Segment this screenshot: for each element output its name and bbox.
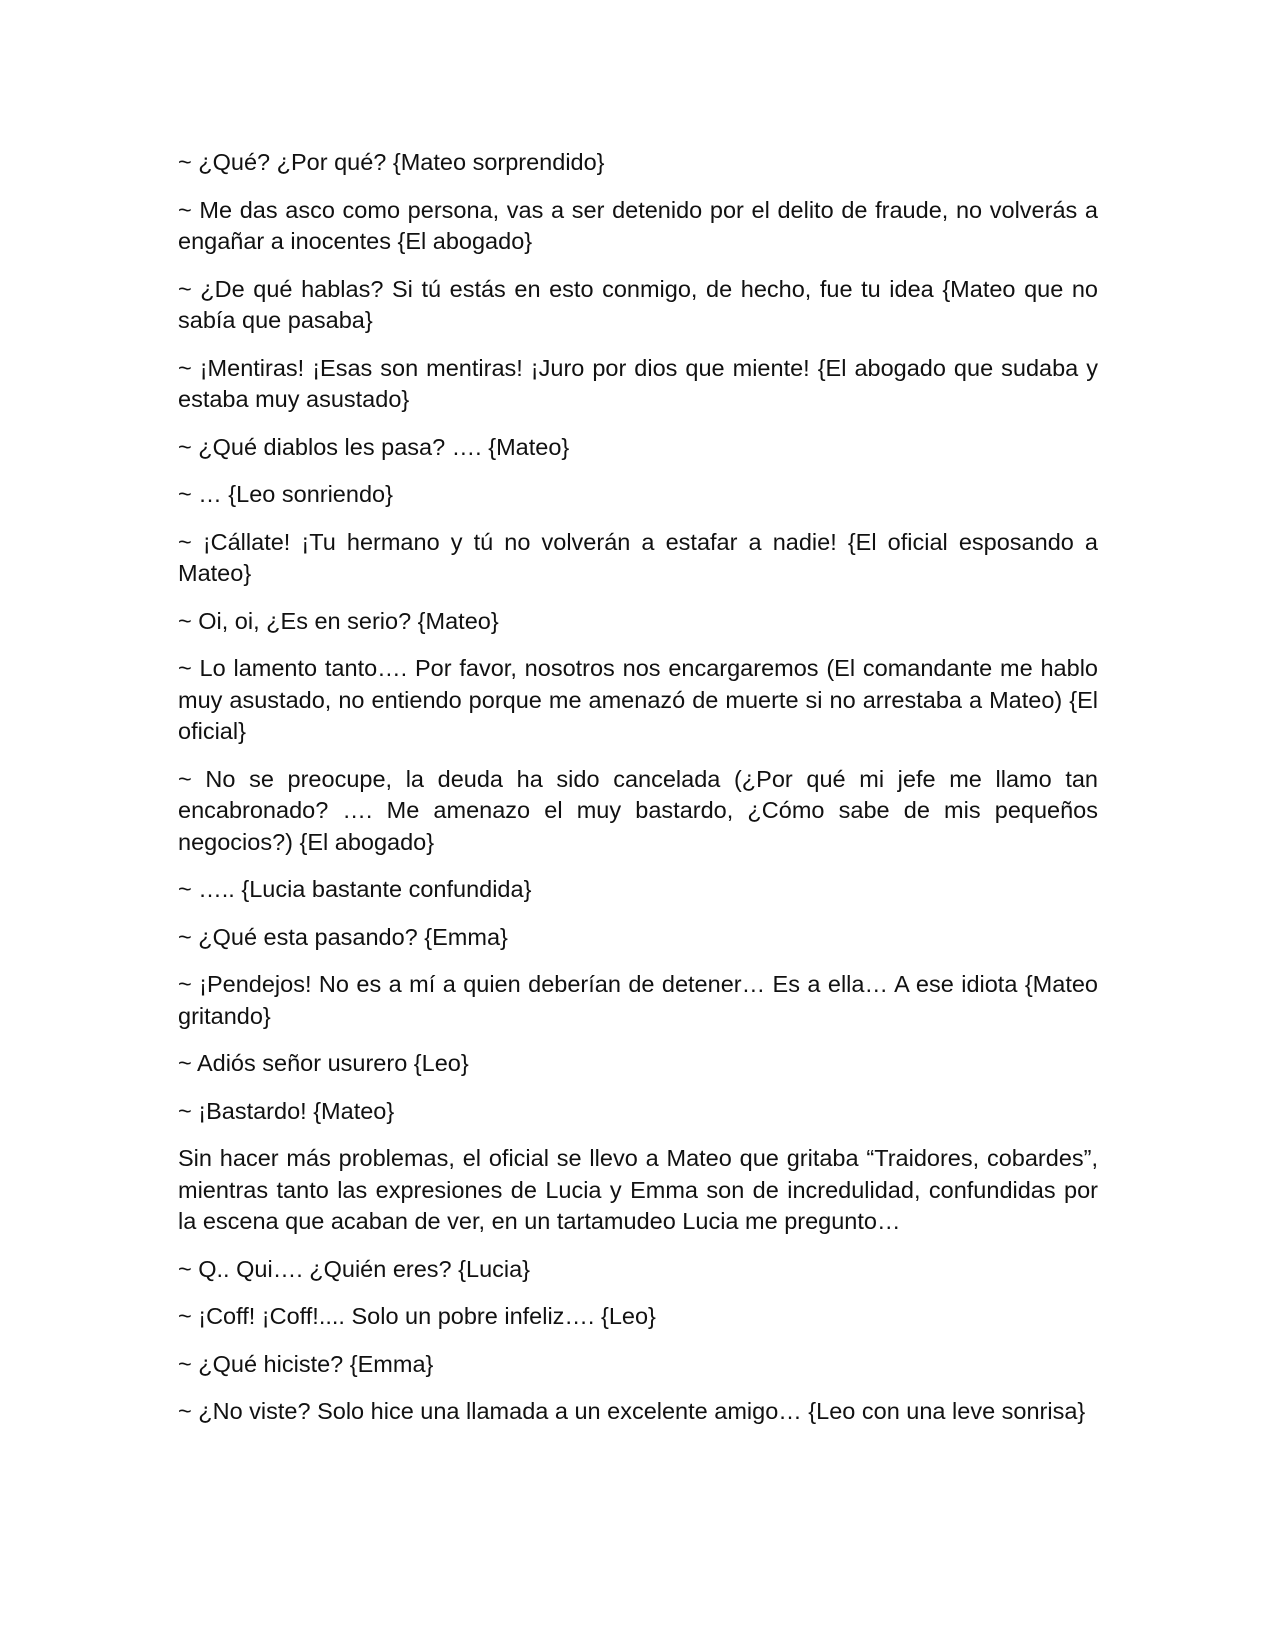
- dialogue-line: ~ ¿Qué diablos les pasa? …. {Mateo}: [178, 433, 570, 460]
- dialogue-line: ~ … {Leo sonriendo}: [178, 481, 393, 507]
- dialogue-line: ~ ¡Cállate! ¡Tu hermano y tú no volverán a estafar a nadie! {El oficial esposando a Mateo}: [178, 528, 1098, 586]
- dialogue-line: ~ No se preocupe, la deuda ha sido cancelada (¿Por qué mi jefe me llamo tan encabronado? …. Me amenazo el muy bastardo, ¿Cómo sabe de mis pequeños negocios?) {El abogado}: [178, 765, 1098, 855]
- dialogue-line: ~ ¿Qué esta pasando? {Emma}: [178, 923, 508, 950]
- dialogue-line: ~ ¿De qué hablas? Si tú estás en esto conmigo, de hecho, fue tu idea {Mateo que no sabía que pasaba}: [178, 275, 1098, 333]
- narration-paragraph: Sin hacer más problemas, el oficial se llevo a Mateo que gritaba “Traidores, cobardes”, mientras tanto las expresiones de Lucia y Emma son de incredulidad, confundidas por la escena que acaban de ver, en un tartamudeo Lucia me pregunto…: [178, 1145, 1098, 1234]
- dialogue-line: ~ ¿Qué? ¿Por qué? {Mateo sorprendido}: [178, 149, 605, 175]
- dialogue-line: ~ ¡Mentiras! ¡Esas son mentiras! ¡Juro por dios que miente! {El abogado que sudaba y estaba muy asustado}: [178, 354, 1098, 412]
- dialogue-line: ~ Q.. Qui…. ¿Quién eres? {Lucia}: [178, 1255, 531, 1282]
- dialogue-line: ~ ¿Qué hiciste? {Emma}: [178, 1350, 434, 1377]
- dialogue-line: ~ Me das asco como persona, vas a ser detenido por el delito de fraude, no volverás a engañar a inocentes {El abogado}: [178, 196, 1098, 254]
- dialogue-line: ~ Lo lamento tanto…. Por favor, nosotros nos encargaremos (El comandante me hablo muy asustado, no entiendo porque me amenazó de muerte si no arrestaba a Mateo) {El oficial}: [178, 655, 1098, 744]
- dialogue-line: ~ Adiós señor usurero {Leo}: [178, 1050, 469, 1076]
- document-body: [178, 147, 1098, 1444]
- dialogue-line: ~ ¡Bastardo! {Mateo}: [178, 1097, 395, 1124]
- dialogue-line: ~ Oi, oi, ¿Es en serio? {Mateo}: [178, 607, 499, 634]
- dialogue-line: ~ ¡Coff! ¡Coff!.... Solo un pobre infeliz…. {Leo}: [178, 1303, 656, 1329]
- dialogue-line: ~ ….. {Lucia bastante confundida}: [178, 876, 532, 902]
- dialogue-line: ~ ¿No viste? Solo hice una llamada a un excelente amigo… {Leo con una leve sonrisa}: [178, 1398, 1086, 1424]
- dialogue-line: ~ ¡Pendejos! No es a mí a quien deberían de detener… Es a ella… A ese idiota {Mateo gritando}: [178, 971, 1098, 1029]
